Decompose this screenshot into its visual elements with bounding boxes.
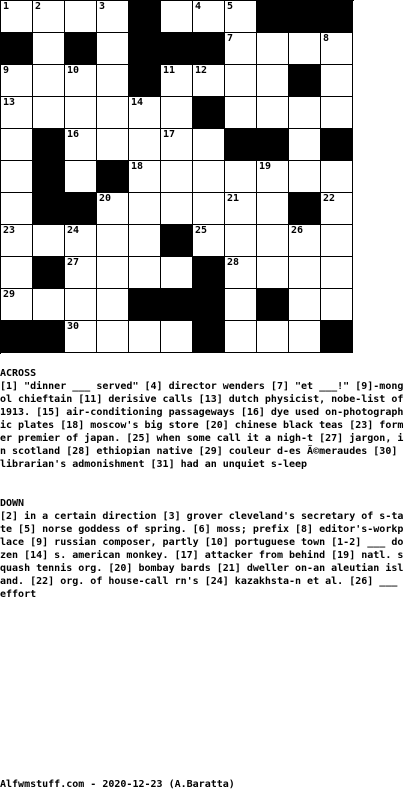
grid-cell[interactable] bbox=[257, 321, 289, 353]
black-square bbox=[129, 289, 161, 321]
grid-cell[interactable] bbox=[225, 1, 257, 33]
grid-cell[interactable] bbox=[33, 1, 65, 33]
across-heading: ACROSS bbox=[0, 368, 37, 379]
black-square bbox=[161, 289, 193, 321]
clue-number: 13 bbox=[3, 97, 16, 108]
clue-number: 5 bbox=[227, 1, 234, 12]
clue-number: 1 bbox=[3, 1, 10, 12]
grid-cell[interactable] bbox=[97, 129, 129, 161]
grid-cell[interactable] bbox=[65, 161, 97, 193]
grid-cell[interactable] bbox=[129, 225, 161, 257]
grid-cell[interactable] bbox=[225, 257, 257, 289]
grid-cell[interactable] bbox=[33, 289, 65, 321]
black-square bbox=[321, 321, 353, 353]
grid-cell[interactable] bbox=[129, 193, 161, 225]
grid-cell[interactable] bbox=[65, 289, 97, 321]
clue-number: 25 bbox=[195, 225, 208, 236]
grid-cell[interactable] bbox=[161, 97, 193, 129]
footer-credit: Alfwmstuff.com - 2020-12-23 (A.Baratta) bbox=[0, 779, 235, 790]
black-square bbox=[193, 257, 225, 289]
clue-number: 19 bbox=[259, 161, 272, 172]
grid-cell[interactable] bbox=[257, 97, 289, 129]
black-square bbox=[193, 97, 225, 129]
grid-cell[interactable] bbox=[225, 33, 257, 65]
clue-number: 24 bbox=[67, 225, 80, 236]
grid-cell[interactable] bbox=[193, 161, 225, 193]
black-square bbox=[193, 33, 225, 65]
grid-cell[interactable] bbox=[289, 161, 321, 193]
clue-number: 21 bbox=[227, 193, 240, 204]
grid-cell[interactable] bbox=[65, 225, 97, 257]
black-square bbox=[33, 161, 65, 193]
grid-cell[interactable] bbox=[321, 161, 353, 193]
grid-cell[interactable] bbox=[1, 289, 33, 321]
grid-cell[interactable] bbox=[161, 65, 193, 97]
grid-cell[interactable] bbox=[161, 161, 193, 193]
grid-cell[interactable] bbox=[1, 97, 33, 129]
grid-cell[interactable] bbox=[225, 321, 257, 353]
grid-cell[interactable] bbox=[225, 225, 257, 257]
black-square bbox=[289, 193, 321, 225]
grid-cell[interactable] bbox=[257, 225, 289, 257]
grid-cell[interactable] bbox=[257, 193, 289, 225]
black-square bbox=[321, 129, 353, 161]
grid-cell[interactable] bbox=[193, 65, 225, 97]
down-clues bbox=[0, 497, 405, 601]
black-square bbox=[257, 129, 289, 161]
grid-cell[interactable] bbox=[161, 193, 193, 225]
black-square bbox=[97, 161, 129, 193]
black-square bbox=[129, 65, 161, 97]
clue-number: 8 bbox=[323, 33, 330, 44]
grid-cell[interactable] bbox=[161, 1, 193, 33]
grid-cell[interactable] bbox=[129, 97, 161, 129]
black-square bbox=[289, 1, 321, 33]
black-square bbox=[257, 289, 289, 321]
grid-cell[interactable] bbox=[225, 97, 257, 129]
clue-number: 10 bbox=[67, 65, 80, 76]
grid-cell[interactable] bbox=[65, 321, 97, 353]
grid-cell[interactable] bbox=[129, 161, 161, 193]
down-heading: DOWN bbox=[0, 498, 25, 509]
grid-cell[interactable] bbox=[65, 97, 97, 129]
grid-cell[interactable] bbox=[97, 1, 129, 33]
grid-cell[interactable] bbox=[193, 225, 225, 257]
grid-cell[interactable] bbox=[257, 257, 289, 289]
across-clue-text: [1] "dinner ___ served" [4] director wenders [7] "et ___!" [9]-mongol chieftain [11] derisive calls [13] dutch physicist, nobe-list of 1913. [15] air-conditioning passageways [16] dye used on-photographic plates [18] moscow's big store [20] chinese black teas [23] former premier of japan. [25] when some call it a nigh-t [27] jargon, in scotland [28] ethiopian native [29] couleur d-es Ã©meraudes [30] librarian's admonishment [31] had an unquiet s-leep bbox=[0, 381, 404, 470]
grid-cell[interactable] bbox=[1, 65, 33, 97]
black-square bbox=[33, 257, 65, 289]
grid-cell[interactable] bbox=[225, 289, 257, 321]
grid-cell[interactable] bbox=[1, 193, 33, 225]
grid-cell[interactable] bbox=[65, 65, 97, 97]
grid-cell[interactable] bbox=[161, 321, 193, 353]
grid-cell[interactable] bbox=[321, 97, 353, 129]
grid-cell[interactable] bbox=[97, 193, 129, 225]
clue-number: 4 bbox=[195, 1, 202, 12]
clue-number: 11 bbox=[163, 65, 176, 76]
grid-cell[interactable] bbox=[193, 193, 225, 225]
grid-cell[interactable] bbox=[257, 65, 289, 97]
clue-number: 18 bbox=[131, 161, 144, 172]
black-square bbox=[129, 33, 161, 65]
black-square bbox=[225, 129, 257, 161]
grid-cell[interactable] bbox=[1, 1, 33, 33]
clue-number: 16 bbox=[67, 129, 80, 140]
black-square bbox=[65, 33, 97, 65]
clue-number: 2 bbox=[35, 1, 42, 12]
clue-number: 29 bbox=[3, 289, 16, 300]
grid-cell[interactable] bbox=[97, 225, 129, 257]
clue-number: 22 bbox=[323, 193, 336, 204]
grid-cell[interactable] bbox=[321, 193, 353, 225]
grid-cell[interactable] bbox=[289, 97, 321, 129]
grid-cell[interactable] bbox=[161, 257, 193, 289]
grid-cell[interactable] bbox=[321, 225, 353, 257]
grid-cell[interactable] bbox=[33, 33, 65, 65]
black-square bbox=[1, 321, 33, 353]
grid-cell[interactable] bbox=[33, 65, 65, 97]
grid-cell[interactable] bbox=[129, 321, 161, 353]
grid-cell[interactable] bbox=[225, 161, 257, 193]
clue-number: 26 bbox=[291, 225, 304, 236]
grid-cell[interactable] bbox=[257, 33, 289, 65]
black-square bbox=[33, 193, 65, 225]
clue-number: 30 bbox=[67, 321, 80, 332]
black-square bbox=[161, 225, 193, 257]
clue-number: 23 bbox=[3, 225, 16, 236]
black-square bbox=[33, 129, 65, 161]
grid-cell[interactable] bbox=[161, 129, 193, 161]
black-square bbox=[289, 65, 321, 97]
grid-cell[interactable] bbox=[321, 289, 353, 321]
black-square bbox=[321, 1, 353, 33]
grid-cell[interactable] bbox=[289, 257, 321, 289]
crossword-grid bbox=[0, 0, 354, 354]
black-square bbox=[257, 1, 289, 33]
black-square bbox=[193, 321, 225, 353]
grid-cell[interactable] bbox=[289, 321, 321, 353]
grid-cell[interactable] bbox=[129, 129, 161, 161]
black-square bbox=[1, 33, 33, 65]
grid-cell[interactable] bbox=[97, 289, 129, 321]
grid-cell[interactable] bbox=[97, 321, 129, 353]
grid-cell[interactable] bbox=[65, 257, 97, 289]
clue-number: 17 bbox=[163, 129, 176, 140]
grid-cell[interactable] bbox=[97, 65, 129, 97]
grid-cell[interactable] bbox=[225, 65, 257, 97]
clue-number: 12 bbox=[195, 65, 208, 76]
grid-cell[interactable] bbox=[65, 1, 97, 33]
grid-cell[interactable] bbox=[321, 257, 353, 289]
grid-cell[interactable] bbox=[97, 257, 129, 289]
black-square bbox=[129, 1, 161, 33]
clue-number: 28 bbox=[227, 257, 240, 268]
grid-cell[interactable] bbox=[289, 33, 321, 65]
grid-cell[interactable] bbox=[1, 225, 33, 257]
grid-cell[interactable] bbox=[1, 161, 33, 193]
grid-cell[interactable] bbox=[321, 65, 353, 97]
down-clue-text: [2] in a certain direction [3] grover cleveland's secretary of s-tate [5] norse goddess of spring. [6] moss; prefix [8] editor's-workplace [9] russian composer, partly [10] portuguese town [1-2] ___ dozen [14] s. american monkey. [17] attacker from behind [19] natl. squash tennis org. [20] bombay bards [21] dweller on-an aleutian island. [22] org. of house-call rn's [24] kazakhsta-n et al. [26] ___ effort bbox=[0, 511, 404, 600]
grid-cell[interactable] bbox=[1, 257, 33, 289]
grid-cell[interactable] bbox=[225, 193, 257, 225]
grid-cell[interactable] bbox=[257, 161, 289, 193]
clue-number: 3 bbox=[99, 1, 106, 12]
grid-cell[interactable] bbox=[289, 289, 321, 321]
across-clues bbox=[0, 367, 405, 471]
black-square bbox=[33, 321, 65, 353]
grid-cell[interactable] bbox=[321, 33, 353, 65]
clue-number: 9 bbox=[3, 65, 10, 76]
black-square bbox=[161, 33, 193, 65]
clue-number: 7 bbox=[227, 33, 234, 44]
grid-cell[interactable] bbox=[97, 97, 129, 129]
clue-number: 14 bbox=[131, 97, 144, 108]
grid-cell[interactable] bbox=[289, 225, 321, 257]
grid-cell[interactable] bbox=[1, 129, 33, 161]
black-square bbox=[65, 193, 97, 225]
clue-number: 20 bbox=[99, 193, 112, 204]
grid-cell[interactable] bbox=[33, 97, 65, 129]
grid-cell[interactable] bbox=[129, 257, 161, 289]
clue-number: 27 bbox=[67, 257, 80, 268]
black-square bbox=[193, 289, 225, 321]
grid-cell[interactable] bbox=[193, 1, 225, 33]
grid-cell[interactable] bbox=[33, 225, 65, 257]
grid-cell[interactable] bbox=[97, 33, 129, 65]
grid-cell[interactable] bbox=[65, 129, 97, 161]
grid-cell[interactable] bbox=[289, 129, 321, 161]
grid-cell[interactable] bbox=[193, 129, 225, 161]
